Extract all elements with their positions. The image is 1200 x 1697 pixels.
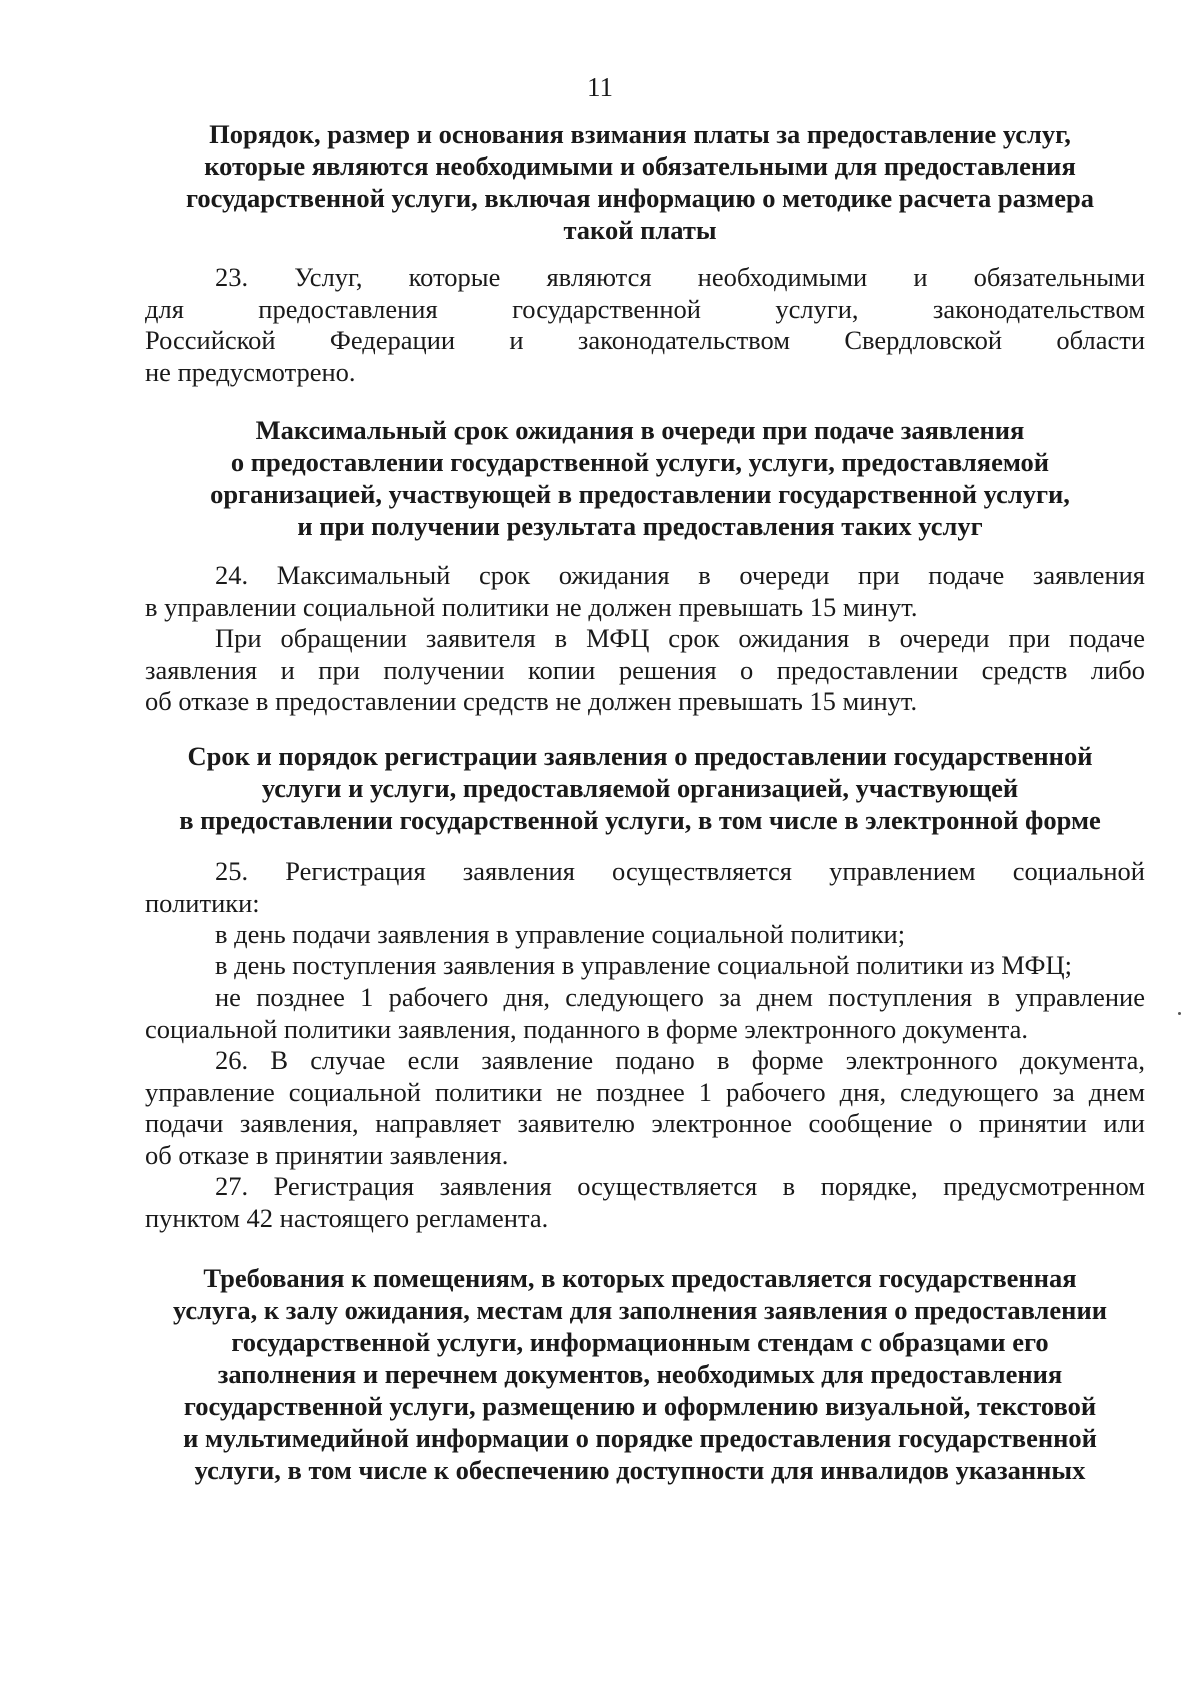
section-heading-registration: Срок и порядок регистрации заявления о предоставлении государственной услуги и услуги, предоставляемой организацией, участвующей в предоставлении государственной услуги, в том числе в электронной форме [179, 741, 1101, 835]
scan-speck [1178, 1012, 1181, 1015]
paragraph-25-item-3: не позднее 1 рабочего дня, следующего за днем поступления в управление социальной политики заявления, поданного в форме электронного документа. [145, 982, 1145, 1044]
paragraph-25-item-1: в день подачи заявления в управление социальной политики; [215, 919, 906, 949]
section-heading-premises-requirements: Требования к помещениям, в которых предоставляется государственная услуга, к залу ожидания, местам для заполнения заявления о предоставлении государственной услуги, информационным стендам с образцами его заполнения и перечнем документов, необходимых для предоставления государственной услуги, размещению и оформлению визуальной, текстовой и мультимедийной информации о порядке предоставления государственной услуги, в том числе к обеспечению доступности для инвалидов указанных [172, 1263, 1107, 1485]
paragraph-25: 25. Регистрация заявления осуществляется управлением социальной политики: [145, 856, 1145, 918]
section-heading-queue-time: Максимальный срок ожидания в очереди при подаче заявления о предоставлении государственной услуги, услуги, предоставляемой организацией, участвующей в предоставлении государственной услуги, и при получении результата предоставления таких услуг [210, 415, 1070, 541]
paragraph-23: 23. Услуг, которые являются необходимыми и обязательными для предоставления государственной услуги, законодательством Российской Федерации и законодательством Свердловской области не предусмотрено. [145, 262, 1145, 387]
paragraph-24: 24. Максимальный срок ожидания в очереди при подаче заявления в управлении социальной политики не должен превышать 15 минут. [145, 560, 1145, 622]
paragraph-26: 26. В случае если заявление подано в форме электронного документа, управление социальной политики не позднее 1 рабочего дня, следующего за днем подачи заявления, направляет заявителю электронное сообщение о принятии или об отказе в принятии заявления. [145, 1045, 1145, 1170]
paragraph-27: 27. Регистрация заявления осуществляется в порядке, предусмотренном пунктом 42 настоящего регламента. [145, 1171, 1145, 1233]
section-heading-fees: Порядок, размер и основания взимания платы за предоставление услуг, которые являются необходимыми и обязательными для предоставления государственной услуги, включая информацию о методике расчета размера такой платы [186, 119, 1094, 245]
page-number: 11 [587, 72, 613, 102]
paragraph-25-item-2: в день поступления заявления в управление социальной политики из МФЦ; [215, 950, 1072, 980]
paragraph-24-mfc: При обращении заявителя в МФЦ срок ожидания в очереди при подаче заявления и при получении копии решения о предоставлении средств либо об отказе в предоставлении средств не должен превышать 15 минут. [145, 623, 1145, 716]
